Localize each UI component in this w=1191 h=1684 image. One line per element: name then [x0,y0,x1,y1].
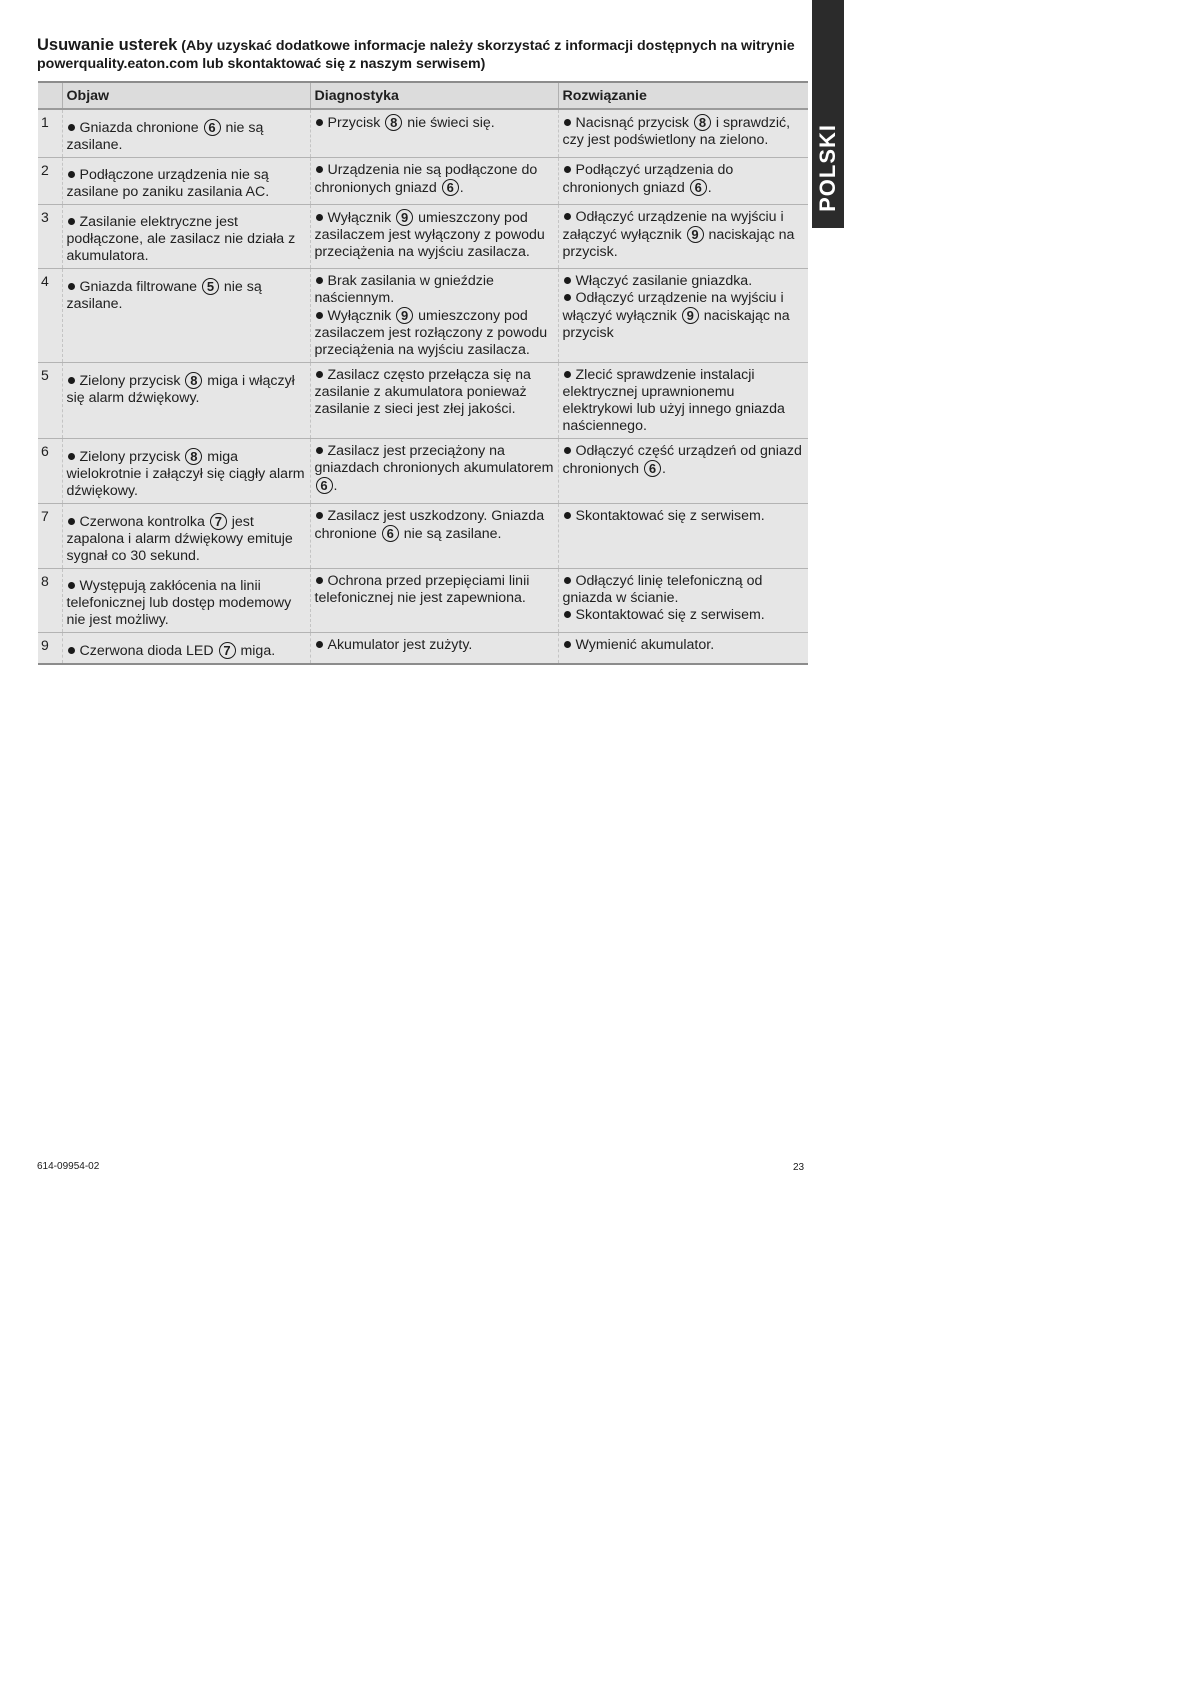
table-row [38,633,808,665]
diagnosis-text: umieszczony pod zasilaczem jest wyłączony z powodu przeciążenia na wyjściu zasilacza. [314,210,545,260]
table-row [38,363,808,439]
diagnosis-text: Urządzenia nie są podłączone do chronionych gniazd [314,162,538,196]
bullet-icon [564,447,571,454]
title-sub: (Aby uzyskać dodatkowe informacje należy skorzystać z informacji dostępnych na witrynie powerquality.eaton.com lub skontaktować się z naszym serwisem) [37,38,795,72]
diagnosis-text: Wyłącznik [327,308,396,324]
language-tab-label: POLSKI [815,124,840,212]
symptom-cell [62,109,310,158]
diagnosis-line [315,637,554,654]
solution-line [563,273,805,290]
table-row [38,569,808,633]
symptom-line [67,372,306,407]
bullet-icon [68,647,75,654]
solution-cell [558,109,808,158]
symptom-cell [62,633,310,665]
bullet-icon [316,512,323,519]
bullet-icon [68,377,75,384]
bullet-icon [316,641,323,648]
bullet-icon [564,577,571,584]
solution-cell [558,504,808,569]
row-number: 8 [41,573,49,589]
diagnosis-cell [310,504,558,569]
reference-number-circle: 8 [694,114,711,131]
symptom-text: Gniazda chronione [79,120,203,136]
diagnosis-cell [310,569,558,633]
bullet-icon [564,294,571,301]
diagnosis-text: . [459,180,464,196]
solution-text: Odłączyć urządzenie na wyjściu i załączyć wyłącznik [562,209,784,243]
reference-number-circle: 5 [202,278,219,295]
solution-line [563,443,805,478]
bullet-icon [564,611,571,618]
symptom-text: miga i włączył się alarm dźwiękowy. [66,373,295,406]
symptom-line [67,278,306,313]
row-number: 1 [41,114,49,130]
table-header-row [38,82,808,109]
row-number: 7 [41,508,49,524]
diagnosis-text: Wyłącznik [327,210,396,226]
symptom-text: Podłączone urządzenia nie są zasilane po zaniku zasilania AC. [66,167,270,200]
symptom-text: Czerwona kontrolka [79,514,209,530]
symptom-cell [62,569,310,633]
reference-number-circle: 6 [204,119,221,136]
symptom-line [67,642,306,660]
symptom-text: Zielony przycisk [79,373,185,389]
bullet-icon [316,577,323,584]
symptom-cell [62,205,310,269]
solution-text: i sprawdzić, czy jest podświetlony na zielono. [562,115,791,148]
table-row [38,439,808,504]
symptom-cell [62,269,310,363]
row-number: 3 [41,209,49,225]
solution-line [563,637,805,654]
solution-text: Skontaktować się z serwisem. [575,607,765,623]
symptom-line [67,448,306,500]
header-solution: Rozwiązanie [558,82,808,109]
diagnosis-text: Akumulator jest zużyty. [327,637,473,653]
title-main: Usuwanie usterek [37,36,178,54]
solution-cell [558,158,808,205]
symptom-text: miga wielokrotnie i załączył się ciągły alarm dźwiękowy. [66,449,305,499]
header-diagnosis: Diagnostyka [310,82,558,109]
bullet-icon [316,214,323,221]
bullet-icon [316,312,323,319]
diagnosis-text: umieszczony pod zasilaczem jest rozłączony z powodu przeciążenia na wyjściu zasilacza. [314,308,548,358]
diagnosis-text: nie świeci się. [403,115,495,131]
diagnosis-text: Zasilacz często przełącza się na zasilanie z akumulatora ponieważ zasilanie z sieci jest złej jakości. [314,367,531,417]
diagnosis-cell [310,439,558,504]
reference-number-circle: 8 [185,448,202,465]
solution-text: Włączyć zasilanie gniazdka. [575,273,753,289]
header-num [38,82,62,109]
row-number: 2 [41,162,49,178]
solution-cell [558,439,808,504]
solution-cell [558,569,808,633]
reference-number-circle: 9 [687,226,704,243]
bullet-icon [68,582,75,589]
page-title [37,36,797,73]
solution-cell [558,633,808,665]
symptom-text: nie są zasilane. [66,279,262,312]
solution-text: naciskając na przycisk. [562,227,795,260]
page-number: 23 [793,1162,805,1173]
diagnosis-cell [310,158,558,205]
reference-number-circle: 8 [185,372,202,389]
solution-line [563,290,805,342]
bullet-icon [316,166,323,173]
solution-text: . [661,461,666,477]
symptom-line [67,214,306,265]
solution-text: Odłączyć część urządzeń od gniazd chronionych [562,443,802,477]
row-number: 4 [41,273,49,289]
symptom-text: miga. [236,643,276,659]
bullet-icon [564,641,571,648]
solution-line [563,508,805,525]
diagnosis-text: Zasilacz jest uszkodzony. Gniazda chronione [314,508,545,542]
diagnosis-line [315,209,554,261]
diagnosis-text: Zasilacz jest przeciążony na gniazdach chronionych akumulatorem [314,443,554,476]
solution-text: . [707,180,712,196]
solution-cell [558,205,808,269]
reference-number-circle: 9 [396,209,413,226]
bullet-icon [564,119,571,126]
troubleshooting-table [38,81,808,665]
bullet-icon [564,371,571,378]
diagnosis-text: Ochrona przed przepięciami linii telefonicznej nie jest zapewniona. [314,573,530,606]
symptom-text: Zasilanie elektryczne jest podłączone, ale zasilacz nie działa z akumulatora. [66,214,296,264]
bullet-icon [68,124,75,131]
reference-number-circle: 6 [690,179,707,196]
diagnosis-text: nie są zasilane. [399,526,502,542]
symptom-line [67,167,306,201]
bullet-icon [68,171,75,178]
diagnosis-text: Brak zasilania w gnieździe naściennym. [314,273,494,306]
solution-line [563,573,805,607]
table-row [38,109,808,158]
symptom-line [67,578,306,629]
reference-number-circle: 6 [442,179,459,196]
solution-text: Skontaktować się z serwisem. [575,508,765,524]
solution-line [563,162,805,197]
diagnosis-line [315,307,554,359]
row-number: 9 [41,637,49,653]
solution-line [563,209,805,261]
diagnosis-text: Przycisk [327,115,385,131]
bullet-icon [564,166,571,173]
diagnosis-cell [310,633,558,665]
bullet-icon [316,277,323,284]
diagnosis-line [315,114,554,132]
reference-number-circle: 9 [396,307,413,324]
reference-number-circle: 8 [385,114,402,131]
symptom-cell [62,504,310,569]
solution-line [563,114,805,149]
solution-cell [558,269,808,363]
reference-number-circle: 9 [682,307,699,324]
row-number: 5 [41,367,49,383]
diagnosis-line [315,162,554,197]
diagnosis-line [315,367,554,418]
table-row [38,269,808,363]
diagnosis-cell [310,363,558,439]
header-symptom: Objaw [62,82,310,109]
diagnosis-cell [310,109,558,158]
bullet-icon [68,283,75,290]
solution-text: Nacisnąć przycisk [575,115,693,131]
symptom-text: Zielony przycisk [79,449,185,465]
solution-text: Zlecić sprawdzenie instalacji elektrycznej uprawnionemu elektrykowi lub użyj innego gniazda naściennego. [562,367,785,434]
bullet-icon [316,447,323,454]
diagnosis-cell [310,205,558,269]
bullet-icon [68,518,75,525]
diagnosis-line [315,443,554,495]
doc-number: 614-09954-02 [37,1161,100,1172]
bullet-icon [564,277,571,284]
row-number: 6 [41,443,49,459]
symptom-cell [62,158,310,205]
table-row [38,504,808,569]
solution-text: Podłączyć urządzenia do chronionych gniazd [562,162,734,196]
reference-number-circle: 7 [210,513,227,530]
solution-text: Odłączyć linię telefoniczną od gniazda w ścianie. [562,573,763,606]
language-tab [812,0,844,228]
symptom-text: Występują zakłócenia na linii telefonicznej lub dostęp modemowy nie jest możliwy. [66,578,292,628]
table-row [38,158,808,205]
solution-text: Odłączyć urządzenie na wyjściu i włączyć wyłącznik [562,290,784,324]
reference-number-circle: 6 [382,525,399,542]
diagnosis-line [315,273,554,307]
diagnosis-cell [310,269,558,363]
symptom-text: jest zapalona i alarm dźwiękowy emituje sygnał co 30 sekund. [66,514,293,564]
diagnosis-line [315,508,554,543]
symptom-line [67,119,306,154]
bullet-icon [68,218,75,225]
bullet-icon [68,453,75,460]
symptom-line [67,513,306,565]
diagnosis-text: . [333,478,338,494]
reference-number-circle: 6 [316,477,333,494]
bullet-icon [564,213,571,220]
solution-line [563,367,805,435]
reference-number-circle: 6 [644,460,661,477]
bullet-icon [316,119,323,126]
bullet-icon [316,371,323,378]
symptom-text: Czerwona dioda LED [79,643,218,659]
table-row [38,205,808,269]
symptom-cell [62,363,310,439]
solution-cell [558,363,808,439]
diagnosis-line [315,573,554,607]
symptom-text: nie są zasilane. [66,120,264,153]
solution-line [563,607,805,624]
symptom-text: Gniazda filtrowane [79,279,201,295]
solution-text: Wymienić akumulator. [575,637,715,653]
reference-number-circle: 7 [219,642,236,659]
bullet-icon [564,512,571,519]
symptom-cell [62,439,310,504]
solution-text: naciskając na przycisk [562,308,790,341]
